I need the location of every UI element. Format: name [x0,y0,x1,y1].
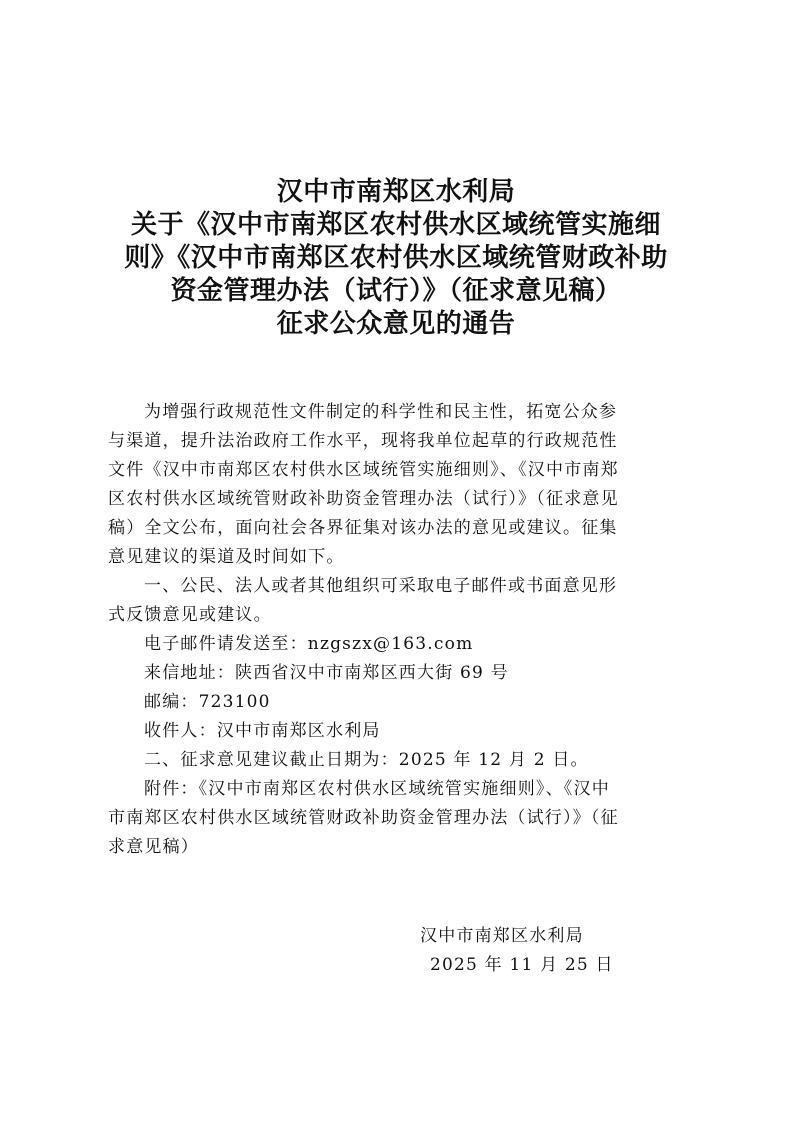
document-body [108,398,688,862]
attachment-line-1: 附件：《汉中市南郑区农村供水区域统管实施细则》、《汉中 [144,779,610,799]
item-1-paragraph [108,572,688,630]
title-line-3: 则》《汉中市南郑区农村供水区域统管财政补助 [124,243,668,273]
intro-line-1: 为增强行政规范性文件制定的科学性和民主性，拓宽公众参 [144,402,618,422]
title-line-4: 资金管理办法（试行）》（征求意见稿） [170,276,622,306]
attachment-line-3: 求意见稿） [108,837,199,857]
attachment-paragraph [108,775,688,862]
address-line: 来信地址：陕西省汉中市南郑区西大街 69 号 [144,663,509,683]
item-2-line: 二、征求意见建议截止日期为：2025 年 12 月 2 日。 [144,750,589,770]
title-line-5: 征求公众意见的通告 [276,309,516,339]
intro-line-3: 文件《汉中市南郑区农村供水区域统管实施细则》、《汉中市南郑 [108,460,619,480]
signature-block [420,922,640,980]
signature-org: 汉中市南郑区水利局 [420,926,584,946]
item-1-line-2: 式反馈意见或建议。 [108,605,272,625]
recipient-line: 收件人：汉中市南郑区水利局 [144,721,381,741]
intro-line-2: 与渠道，提升法治政府工作水平，现将我单位起草的行政规范性 [108,431,618,451]
intro-line-6: 意见建议的渠道及时间如下。 [108,547,345,567]
title-line-2: 关于《汉中市南郑区农村供水区域统管实施细 [130,210,661,240]
document-title [80,176,712,341]
item-1-line-1: 一、公民、法人或者其他组织可采取电子邮件或书面意见形 [144,576,618,596]
email-line: 电子邮件请发送至：nzgszx@163.com [144,634,474,654]
intro-line-5: 稿）全文公布，面向社会各界征集对该办法的意见或建议。征集 [108,518,618,538]
title-line-1: 汉中市南郑区水利局 [276,177,516,207]
attachment-line-2: 市南郑区农村供水区域统管财政补助资金管理办法（试行）》（征 [108,808,619,828]
intro-line-4: 区农村供水区域统管财政补助资金管理办法（试行）》（征求意见 [108,489,619,509]
signature-date: 2025 年 11 月 25 日 [430,955,614,975]
postcode-line: 邮编：723100 [144,692,271,712]
intro-paragraph [108,398,688,572]
